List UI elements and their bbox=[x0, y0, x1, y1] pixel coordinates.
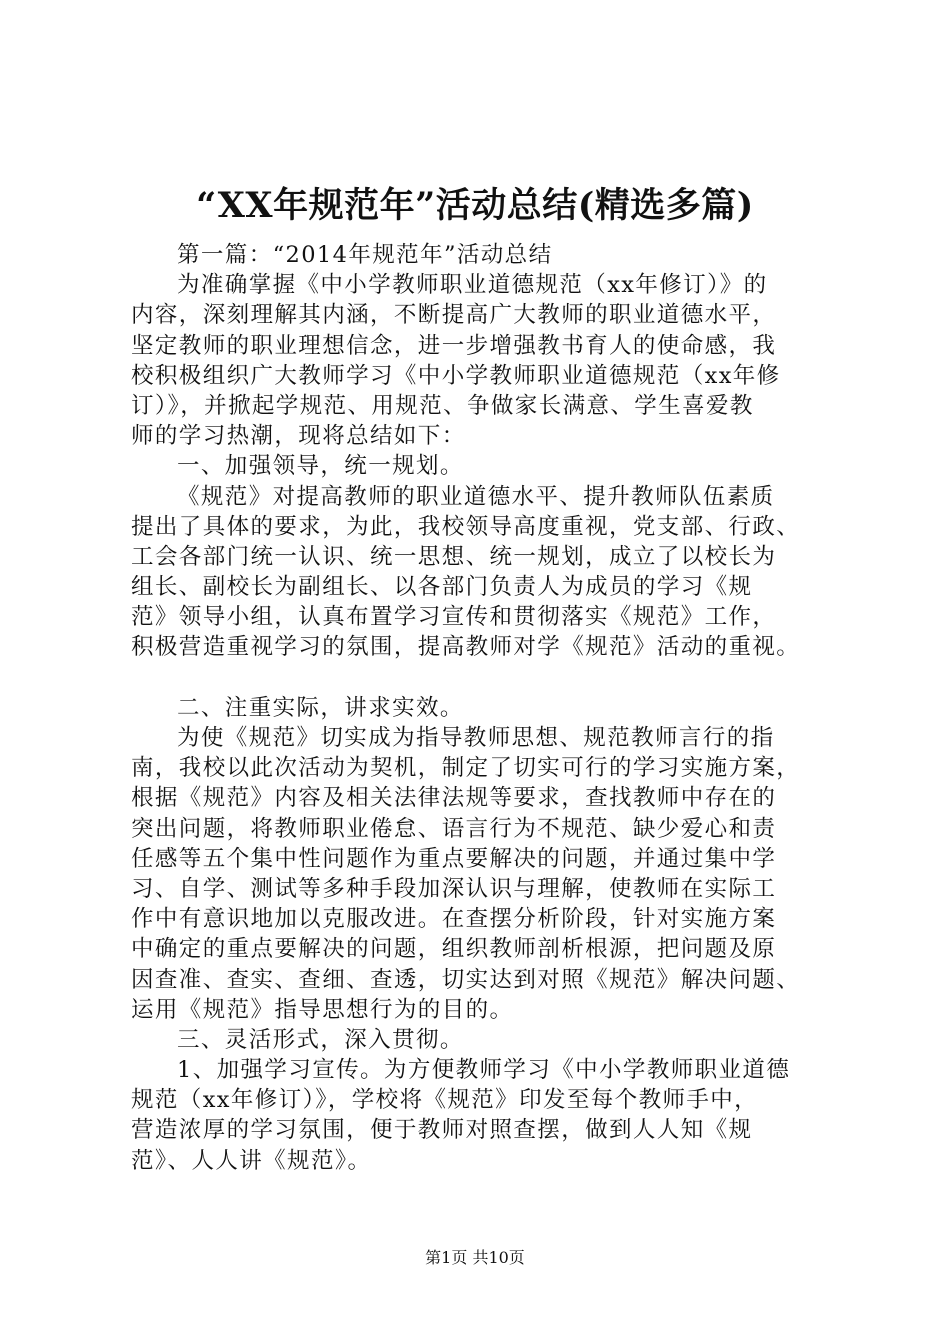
body-line: 习、自学、测试等多种手段加深认识与理解，使教师在实际工 bbox=[131, 875, 777, 902]
body-line: 订）》，并掀起学规范、用规范、争做家长满意、学生喜爱教 bbox=[131, 392, 754, 419]
body-line: 师的学习热潮，现将总结如下： bbox=[131, 423, 466, 450]
body-line: 运用《规范》指导思想行为的目的。 bbox=[131, 996, 514, 1023]
body-line: 工会各部门统一认识、统一思想、统一规划，成立了以校长为 bbox=[131, 543, 777, 570]
body-line: 二、注重实际，讲求实效。 bbox=[177, 694, 464, 721]
body-line: 积极营造重视学习的氛围，提高教师对学《规范》活动的重视。 bbox=[131, 634, 801, 661]
body-line: 第一篇：“2014年规范年”活动总结 bbox=[177, 242, 553, 268]
body-line: 《规范》对提高教师的职业道德水平、提升教师队伍素质 bbox=[177, 483, 775, 510]
body-line: 南，我校以此次活动为契机，制定了切实可行的学习实施方案， bbox=[131, 755, 801, 782]
body-line bbox=[131, 663, 851, 693]
body-line: 作中有意识地加以克服改进。在查摆分析阶段，针对实施方案 bbox=[131, 906, 777, 933]
document-body bbox=[131, 240, 851, 1176]
document-title: “XX年规范年”活动总结(精选多篇) bbox=[196, 185, 754, 226]
body-line: 校积极组织广大教师学习《中小学教师职业道德规范（xx年修 bbox=[131, 362, 781, 389]
body-line: 规范（xx年修订）》，学校将《规范》印发至每个教师手中， bbox=[131, 1087, 759, 1114]
body-line: 内容，深刻理解其内涵，不断提高广大教师的职业道德水平， bbox=[131, 302, 777, 329]
body-line: 坚定教师的职业理想信念，进一步增强教书育人的使命感，我 bbox=[131, 332, 777, 359]
body-line: 一、加强领导，统一规划。 bbox=[177, 453, 464, 480]
body-line: 三、灵活形式，深入贯彻。 bbox=[177, 1026, 464, 1053]
body-line: 任感等五个集中性问题作为重点要解决的问题，并通过集中学 bbox=[131, 845, 777, 872]
body-line: 组长、副校长为副组长、以各部门负责人为成员的学习《规 bbox=[131, 574, 753, 601]
body-line: 1、加强学习宣传。为方便教师学习《中小学教师职业道德 bbox=[177, 1057, 791, 1084]
body-line: 范》领导小组，认真布置学习宣传和贯彻落实《规范》工作， bbox=[131, 604, 777, 631]
body-line: 根据《规范》内容及相关法律法规等要求，查找教师中存在的 bbox=[131, 785, 777, 812]
body-line: 范》、人人讲《规范》。 bbox=[131, 1147, 372, 1174]
page-footer: 第1页 共10页 bbox=[425, 1248, 525, 1267]
body-line: 突出问题，将教师职业倦怠、语言行为不规范、缺少爱心和责 bbox=[131, 815, 777, 842]
body-line: 为使《规范》切实成为指导教师思想、规范教师言行的指 bbox=[177, 725, 775, 751]
body-line: 因查准、查实、查细、查透，切实达到对照《规范》解决问题、 bbox=[131, 966, 801, 993]
body-line: 中确定的重点要解决的问题，组织教师剖析根源，把问题及原 bbox=[131, 936, 777, 963]
body-line: 营造浓厚的学习氛围，便于教师对照查摆，做到人人知《规 bbox=[131, 1117, 753, 1144]
body-line: 提出了具体的要求，为此，我校领导高度重视，党支部、行政、 bbox=[131, 513, 801, 540]
body-line: 为准确掌握《中小学教师职业道德规范（xx年修订）》的 bbox=[177, 272, 768, 299]
